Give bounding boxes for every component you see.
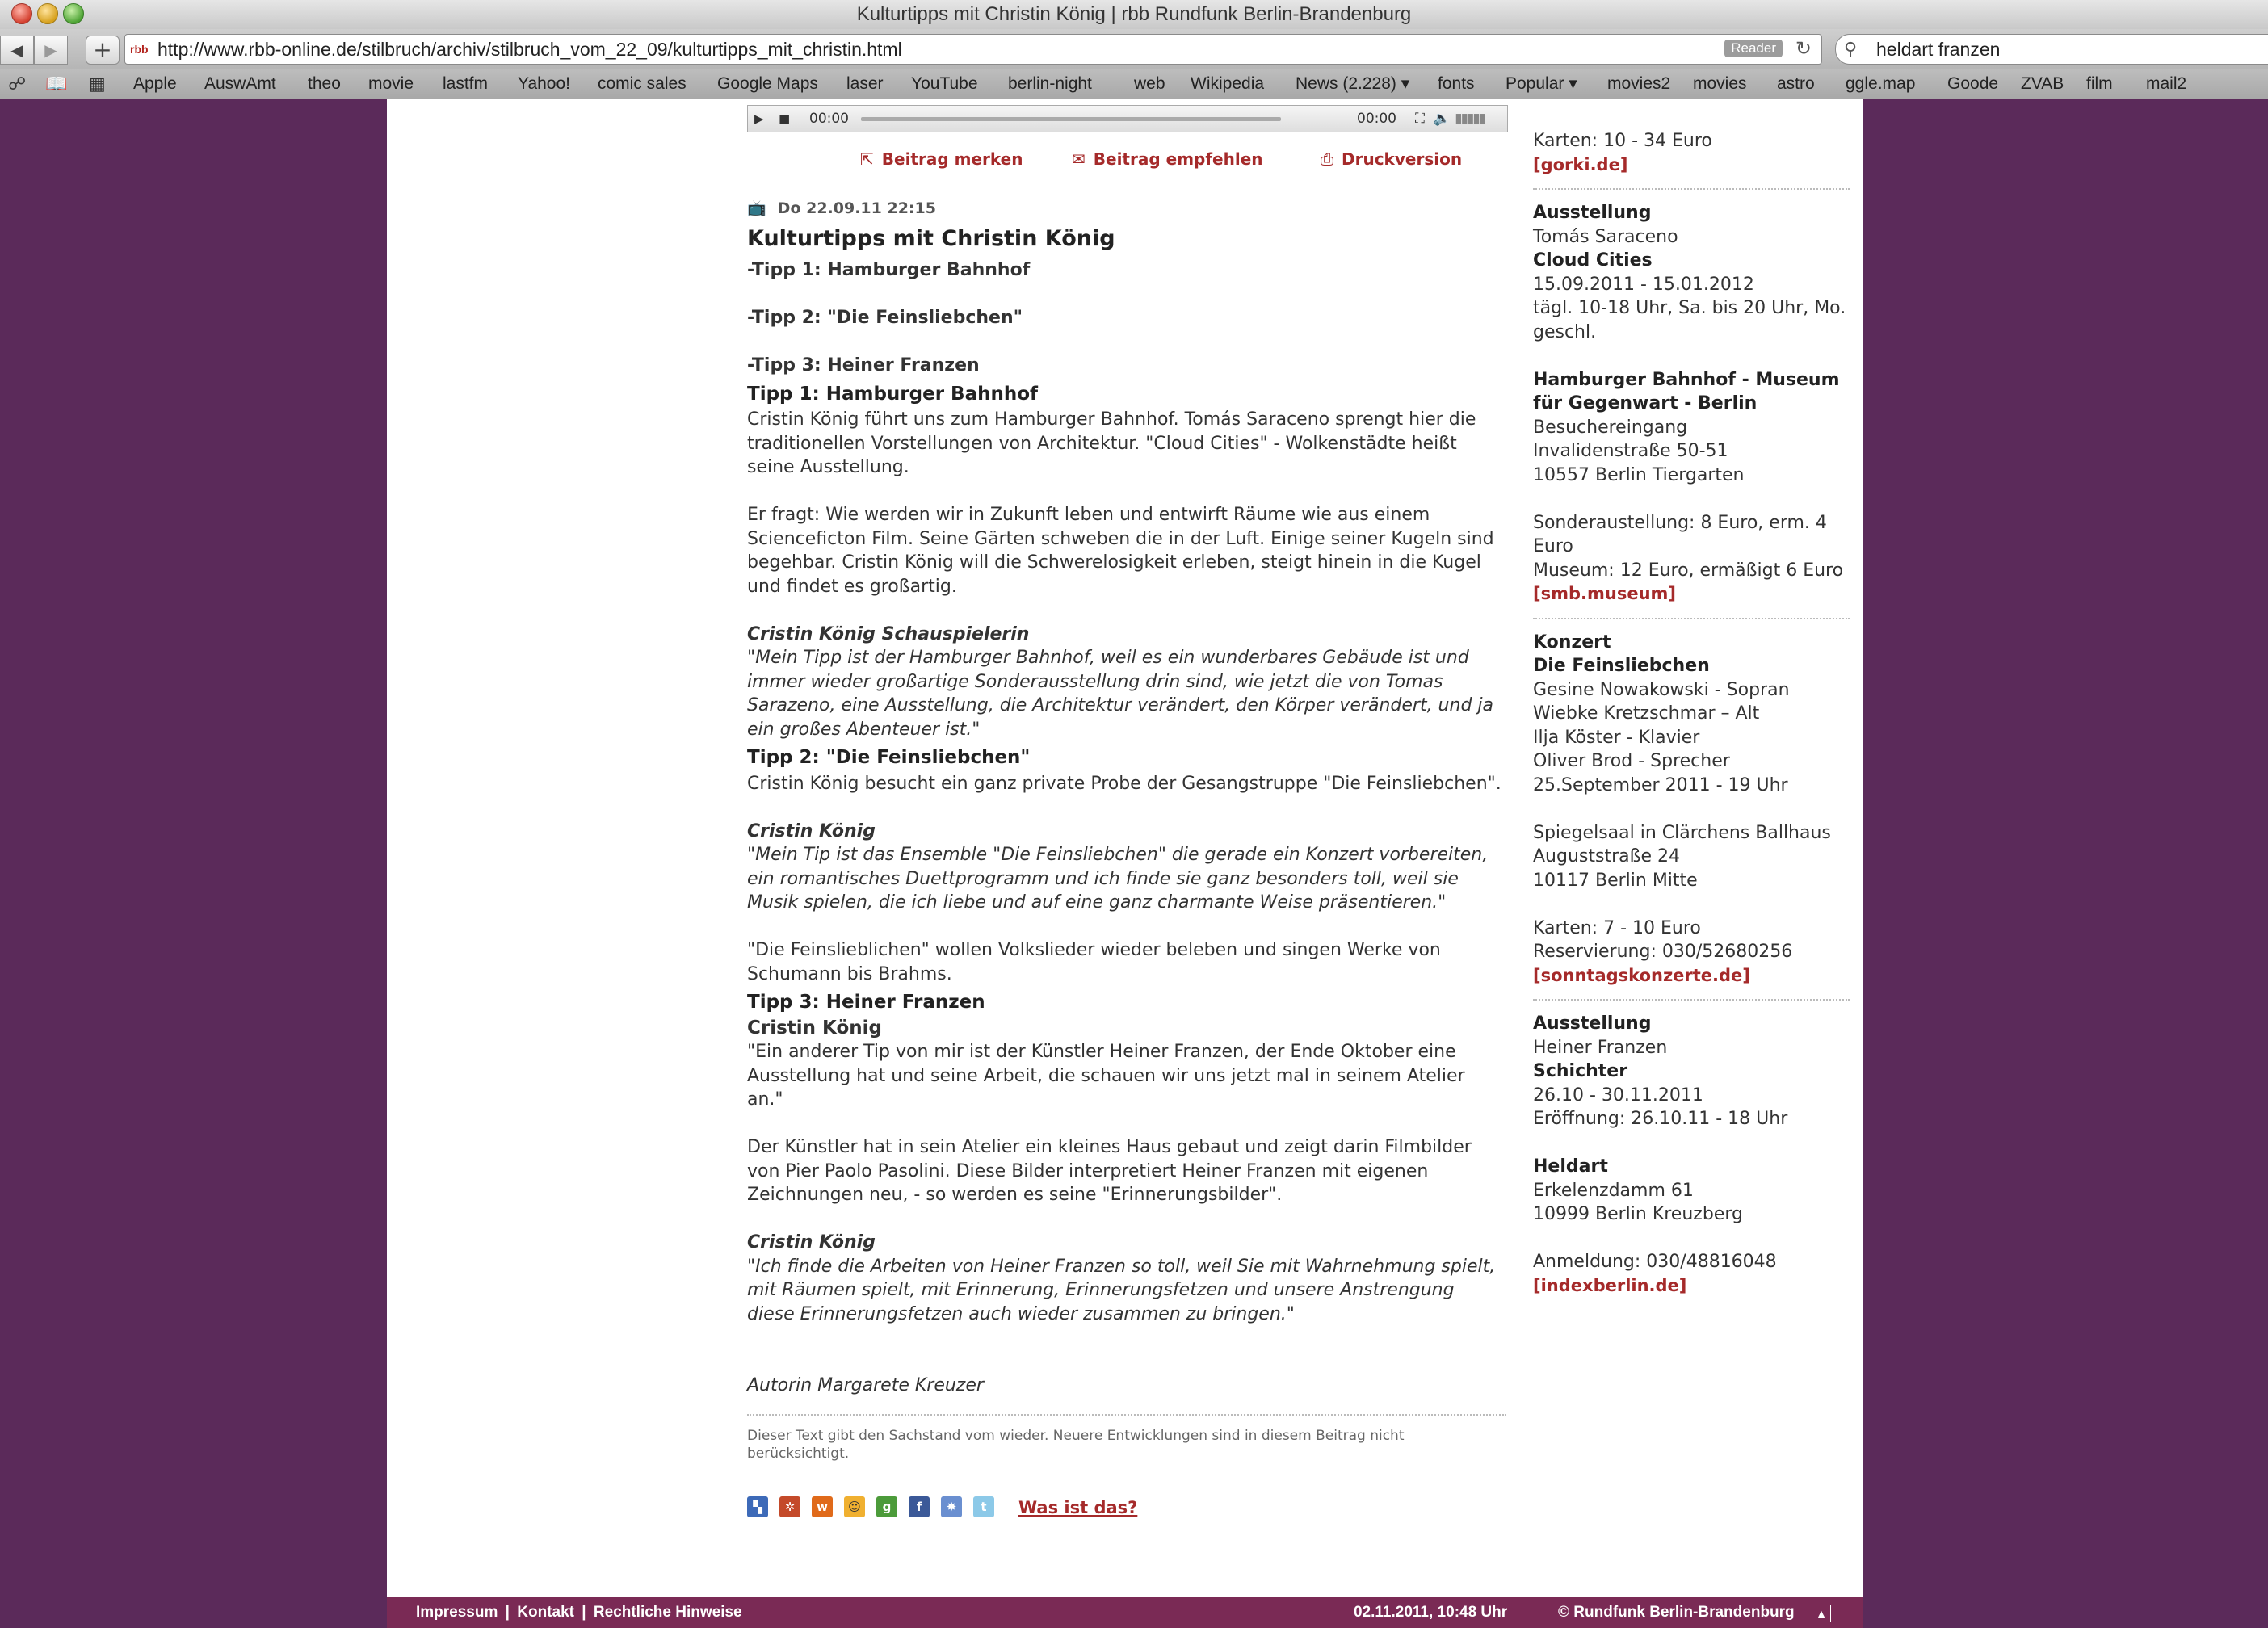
bookmarks-bar (0, 69, 2268, 99)
performer-line: Gesine Nowakowski - Sopran (1533, 679, 1790, 700)
volume-slider[interactable]: ▮▮▮▮▮ (1455, 111, 1485, 127)
impressum-link[interactable]: Impressum (416, 1604, 498, 1621)
tip-summary-2: -Tipp 2: "Die Feinsliebchen" (747, 308, 1023, 328)
event-hours: tägl. 10-18 Uhr, Sa. bis 20 Uhr, Mo. geschl. (1533, 298, 1846, 342)
price-line: Karten: 7 - 10 Euro (1533, 917, 1701, 938)
bookmark-item[interactable]: AuswAmt (204, 74, 276, 93)
current-time: 00:00 (809, 111, 849, 127)
linkarena-icon[interactable]: ✸ (941, 1496, 962, 1517)
facebook-icon[interactable]: f (909, 1496, 930, 1517)
player-extra-controls (1415, 106, 1485, 132)
event-opening: Eröffnung: 26.10.11 - 18 Uhr (1533, 1109, 1788, 1129)
forward-arrow-icon: ▶ (44, 40, 57, 60)
bookmark-item[interactable]: ZVAB (2021, 74, 2064, 93)
kontakt-link[interactable]: Kontakt (517, 1604, 574, 1621)
bookmark-item[interactable]: News (2.228) ▾ (1296, 74, 1410, 93)
footer-separator: | (505, 1604, 510, 1621)
event-type: Ausstellung (1533, 203, 1652, 223)
event-title: Cloud Cities (1533, 250, 1653, 271)
back-arrow-icon: ◀ (10, 40, 23, 60)
venue-address-2: Auguststraße 24 (1533, 846, 1680, 866)
tip1-quote: "Mein Tipp ist der Hamburger Bahnhof, weil es ein wunderbares Gebäude ist und immer wieder großartige Sonderausstellung drin sind, wie jetzt die von Tomas Sarazeno, eine Ausstellung, die Architektur verändert, den Körper verändert, und ja ein großes Abenteuer ist." (747, 648, 1493, 740)
sonntagskonzerte-link[interactable]: [sonntagskonzerte.de] (1533, 965, 1750, 985)
bookmark-item[interactable]: Yahoo! (518, 74, 570, 93)
reservation-line: Reservierung: 030/52680256 (1533, 942, 1793, 962)
bookmark-item[interactable]: YouTube (911, 74, 978, 93)
article-body (747, 197, 1506, 1524)
event-venue: Heldart (1533, 1156, 1608, 1177)
search-field[interactable] (1835, 34, 2268, 65)
article-actions (860, 147, 1506, 171)
envelope-icon: ✉ (1072, 149, 1086, 169)
page-title: Kulturtipps mit Christin König (747, 226, 1115, 251)
play-icon[interactable]: ▶ (754, 111, 764, 126)
bookmark-item[interactable]: theo (308, 74, 341, 93)
event-venue: Hamburger Bahnhof - Museum für Gegenwart - Berlin (1533, 369, 1840, 413)
bookmark-item[interactable]: astro (1777, 74, 1815, 93)
tip2-heading: Tipp 2: "Die Feinsliebchen" (747, 747, 1031, 768)
contact-line: Anmeldung: 030/48816048 (1533, 1252, 1777, 1272)
tip3-heading: Tipp 3: Heiner Franzen (747, 992, 985, 1013)
bookmark-item[interactable]: Popular ▾ (1506, 74, 1577, 93)
event-block-2 (1533, 201, 1850, 619)
event-dates: 26.10 - 30.11.2011 (1533, 1085, 1703, 1106)
tip3-quote-speaker: Cristin König (747, 1232, 876, 1252)
twitter-icon[interactable]: t (973, 1496, 994, 1517)
tip2-paragraph-2: "Die Feinslieblichen" wollen Volkslieder wieder beleben und singen Werke von Schumann bis Brahms. (747, 940, 1441, 984)
mister-wong-icon[interactable]: ✲ (779, 1496, 800, 1517)
bookmark-arrow-icon: ⇱ (860, 149, 874, 169)
footer-links (416, 1597, 746, 1628)
bookmark-item[interactable]: movies2 (1607, 74, 1671, 93)
printer-icon: ⎙ (1321, 149, 1334, 169)
tip2-paragraph-1: Cristin König besucht ein ganz private Probe der Gesangstruppe "Die Feinsliebchen". (747, 773, 1502, 794)
disclaimer-text: Dieser Text gibt den Sachstand vom wieder. Neuere Entwicklungen sind in diesem Beitrag nicht berücksichtigt. (747, 1427, 1405, 1462)
smb-museum-link[interactable]: [smb.museum] (1533, 584, 1676, 603)
event-block-1 (1533, 99, 1850, 190)
tip1-paragraph-1: Cristin König führt uns zum Hamburger Bahnhof. Tomás Saraceno sprengt hier die traditionellen Vorstellungen von Architektur. "Cloud Cities" - Wolkenstädte heißt seine Ausstellung. (747, 409, 1476, 477)
reader-button[interactable]: Reader (1724, 40, 1783, 57)
broadcast-date: 📺 Do 22.09.11 22:15 (747, 199, 936, 217)
venue-address-1: Erkelenzdamm 61 (1533, 1180, 1694, 1201)
total-time: 00:00 (1357, 111, 1396, 127)
tip3-quote: "Ich finde die Arbeiten von Heiner Franzen so toll, weil Sie mit Wahrnehmung spielt, mit Räumen spielt, mit Erinnerung, Erinnerungsfetzen und unsere Anstrengung diese Erinnerungsfetzen auch wieder zusammen zu bringen." (747, 1256, 1496, 1324)
tip3-paragraph-1: "Ein anderer Tip von mir ist der Künstler Heiner Franzen, der Ende Oktober eine Ausstellung hat und seine Arbeit, die schauen wir uns jetzt mal in seinem Atelier an." (747, 1042, 1465, 1110)
bookmark-item[interactable]: lastfm (443, 74, 489, 93)
tip-summary-3: -Tipp 3: Heiner Franzen (747, 355, 980, 376)
bookmark-item[interactable]: Apple (133, 74, 177, 93)
venue-address-2: Invalidenstraße 50-51 (1533, 441, 1728, 461)
webnews-icon[interactable]: w (812, 1496, 833, 1517)
event-dates: 15.09.2011 - 15.01.2012 (1533, 274, 1754, 295)
top-sites-grid-icon[interactable]: ▦ (89, 73, 106, 94)
bookmark-item[interactable]: fonts (1438, 74, 1475, 93)
event-type: Konzert (1533, 631, 1611, 652)
add-bookmark-button[interactable] (86, 36, 120, 65)
bookmark-item[interactable]: web (1134, 74, 1166, 93)
performer-line: Ilja Köster - Klavier (1533, 727, 1700, 748)
venue-address-3: 10557 Berlin Tiergarten (1533, 464, 1745, 485)
plus-icon: + (93, 36, 112, 63)
gorki-link[interactable]: [gorki.de] (1533, 154, 1628, 174)
rechtliche-hinweise-link[interactable]: Rechtliche Hinweise (593, 1604, 742, 1621)
performer-line: Wiebke Kretzschmar – Alt (1533, 703, 1760, 724)
stop-icon[interactable]: ■ (779, 111, 791, 126)
google-icon[interactable]: g (876, 1496, 897, 1517)
empfehlen-link[interactable]: ✉ Beitrag empfehlen (1072, 149, 1263, 169)
video-player-controls (747, 105, 1508, 132)
bookmark-item[interactable]: movie (368, 74, 414, 93)
tv-icon: 📺 (747, 199, 766, 217)
tip1-quote-speaker: Cristin König Schauspielerin (747, 623, 1030, 644)
event-block-4 (1533, 1012, 1850, 1298)
event-block-3 (1533, 631, 1850, 1001)
merken-link[interactable]: ⇱ Beitrag merken (860, 149, 1023, 169)
url-text[interactable]: http://www.rbb-online.de/stilbruch/archiv/stilbruch_vom_22_09/kulturtipps_mit_christin.html (158, 39, 902, 60)
indexberlin-link[interactable]: [indexberlin.de] (1533, 1275, 1687, 1295)
price-line: Museum: 12 Euro, ermäßigt 6 Euro (1533, 560, 1844, 581)
scroll-top-icon[interactable]: ▲ (1812, 1605, 1831, 1622)
price-line: Sonderaustellung: 8 Euro, erm. 4 Euro (1533, 512, 1827, 556)
volume-icon[interactable]: 🔈 (1433, 111, 1451, 127)
tip-summary-1: -Tipp 1: Hamburger Bahnhof (747, 260, 1031, 280)
reading-list-icon[interactable]: ☍ (8, 73, 27, 94)
page-content (387, 99, 1863, 1597)
search-icon: ⚲ (1844, 39, 1858, 59)
bookmark-item[interactable]: comic sales (598, 74, 687, 93)
back-button[interactable] (0, 36, 34, 65)
event-dates: 25.September 2011 - 19 Uhr (1533, 774, 1788, 795)
event-artist: Tomás Saraceno (1533, 226, 1678, 247)
bookmark-item[interactable]: laser (846, 74, 884, 93)
divider (747, 1414, 1506, 1416)
bookmark-item[interactable]: film (2086, 74, 2113, 93)
price-line: Karten: 10 - 34 Euro (1533, 131, 1712, 151)
address-bar[interactable] (124, 34, 1822, 65)
bookmark-item[interactable]: movies (1693, 74, 1747, 93)
social-bookmarks (747, 1492, 1506, 1524)
tip2-quote: "Mein Tip ist das Ensemble "Die Feinsliebchen" die gerade ein Konzert vorbereiten, ein romantisches Duettprogramm und ich finde sie ganz besonders toll, weil sie Musik spielen, die ich liebe und auf eine ganz charmante Weise präsentieren." (747, 845, 1489, 913)
bookmark-item[interactable]: ggle.map (1846, 74, 1916, 93)
yigg-icon[interactable]: ☺ (844, 1496, 865, 1517)
forward-button[interactable] (34, 36, 68, 65)
delicious-icon[interactable]: ▚ (747, 1496, 768, 1517)
performer-line: Oliver Brod - Sprecher (1533, 751, 1730, 771)
venue-address-2: 10999 Berlin Kreuzberg (1533, 1204, 1743, 1224)
article-author: Autorin Margarete Kreuzer (747, 1375, 984, 1395)
progress-track[interactable] (861, 117, 1281, 121)
window-title: Kulturtipps mit Christin König | rbb Rundfunk Berlin-Brandenburg (856, 3, 1412, 25)
tip2-quote-speaker: Cristin König (747, 820, 876, 841)
event-sidebar (1533, 99, 1850, 1298)
event-title: Die Feinsliebchen (1533, 656, 1710, 676)
bookmark-item[interactable]: Wikipedia (1191, 74, 1265, 93)
event-artist: Heiner Franzen (1533, 1037, 1668, 1058)
window-titlebar (0, 0, 2268, 30)
fullscreen-icon[interactable]: ⛶ (1415, 111, 1425, 127)
venue-address-3: 10117 Berlin Mitte (1533, 870, 1698, 891)
tip3-paragraph-2: Der Künstler hat in sein Atelier ein kleines Haus gebaut und zeigt darin Filmbilder von Pier Paolo Pasolini. Diese Bilder interpretiert Heiner Franzen mit eigenen Zeichnungen neu, - so werden es seine "Erinnerungsbilder". (747, 1137, 1472, 1205)
tip1-heading: Tipp 1: Hamburger Bahnhof (747, 383, 1039, 405)
bookmark-item[interactable]: mail2 (2146, 74, 2187, 93)
footer-copyright: © Rundfunk Berlin-Brandenburg (1558, 1604, 1795, 1621)
reload-icon[interactable]: ↻ (1795, 38, 1812, 60)
druckversion-link[interactable]: ⎙ Druckversion (1321, 149, 1463, 169)
bookmark-item[interactable]: Goode (1947, 74, 1999, 93)
venue-address-1: Spiegelsaal in Clärchens Ballhaus (1533, 822, 1831, 843)
bookmark-item[interactable]: Google Maps (717, 74, 818, 93)
tip1-paragraph-2: Er fragt: Wie werden wir in Zukunft leben und entwirft Räume wie aus einem Scienceficton Film. Seine Gärten schweben die in der Luft. Einige seiner Kugeln sind begehbar. Cristin König will die Schwerelosigkeit erleben, steigt hinein in die Kugel und findet es großartig. (747, 505, 1494, 597)
venue-address-1: Besuchereingang (1533, 417, 1688, 438)
event-title: Schichter (1533, 1061, 1628, 1081)
footer-separator: | (582, 1604, 586, 1621)
browser-toolbar (0, 29, 2268, 69)
site-favicon: rbb (130, 43, 149, 56)
search-input[interactable]: heldart franzen (1876, 39, 2001, 60)
tip3-speaker: Cristin König (747, 1017, 882, 1038)
footer-date: 02.11.2011, 10:48 Uhr (1354, 1604, 1508, 1621)
open-book-icon[interactable]: 📖 (45, 73, 68, 94)
bookmark-item[interactable]: berlin-night (1008, 74, 1092, 93)
event-type: Ausstellung (1533, 1013, 1652, 1034)
was-ist-das-link[interactable]: Was ist das? (1018, 1497, 1138, 1517)
page-footer (387, 1597, 1863, 1628)
